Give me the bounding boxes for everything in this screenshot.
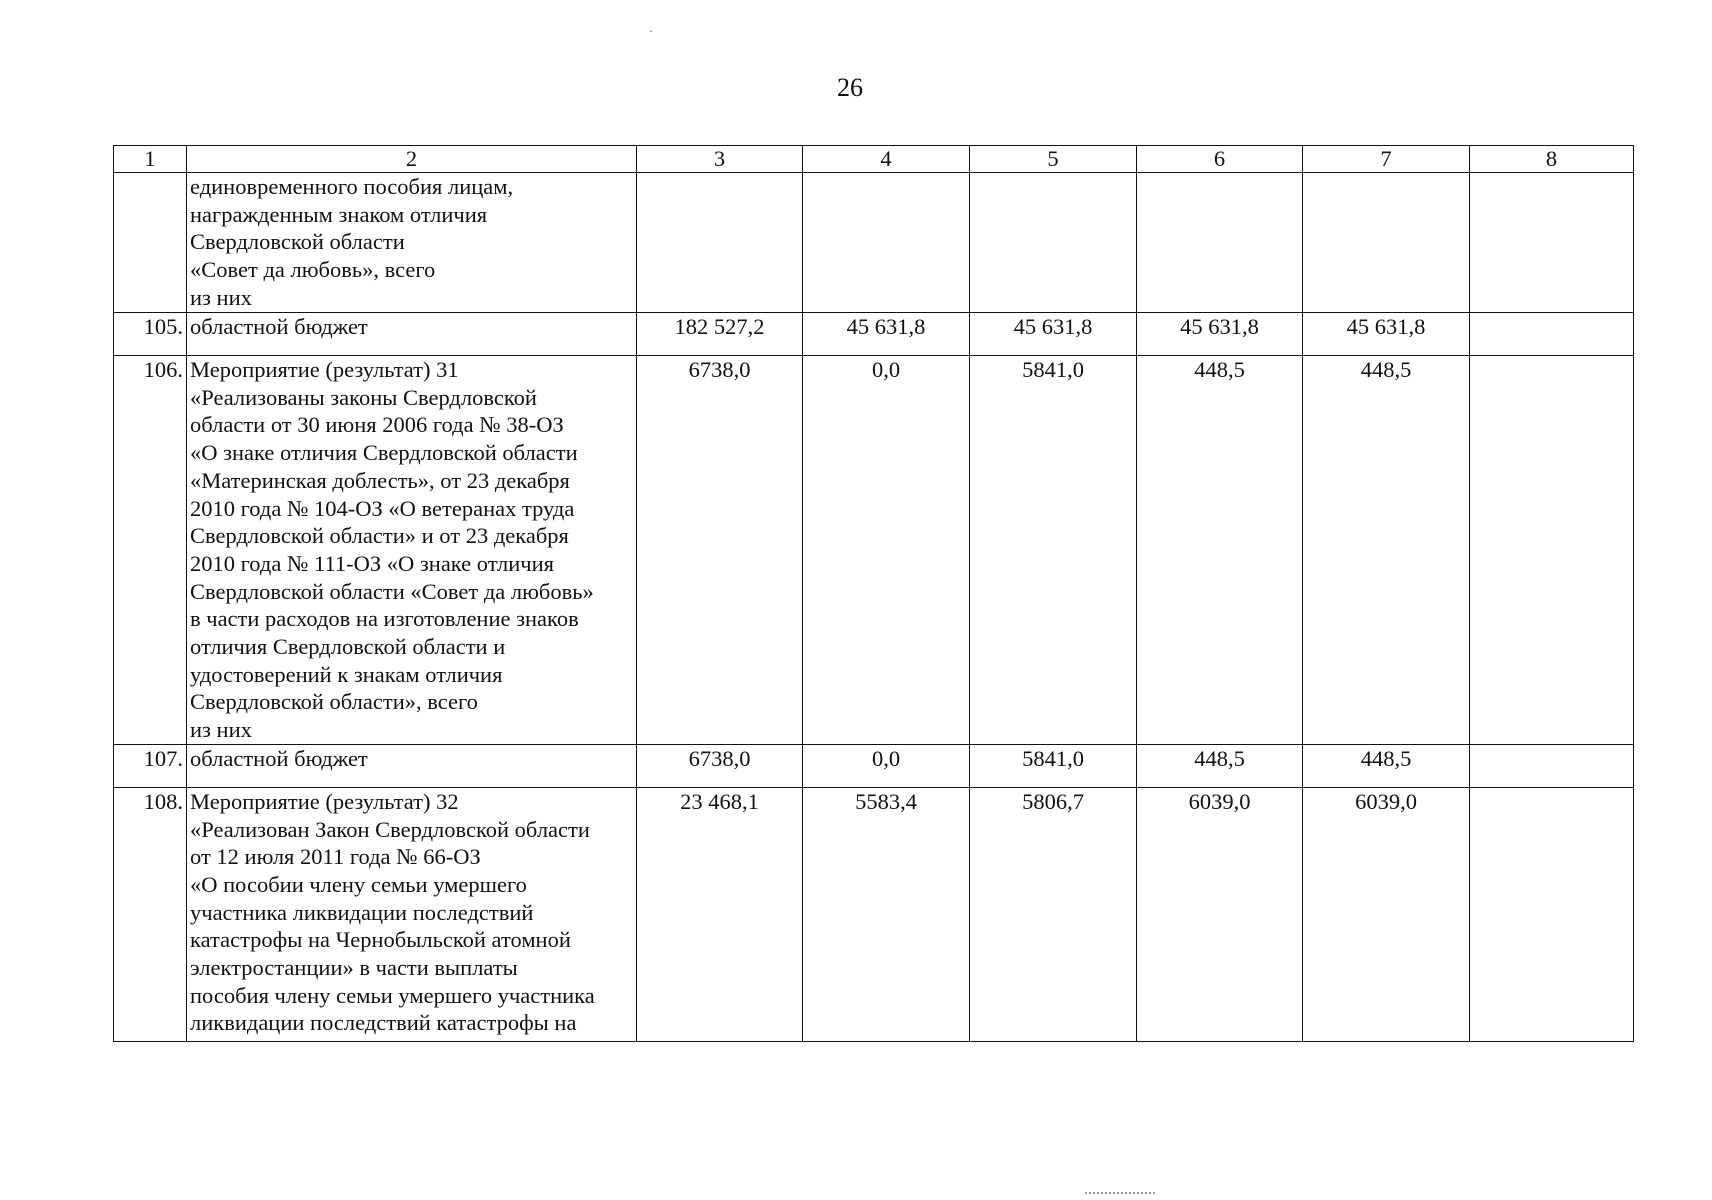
header-row: [114, 146, 1634, 173]
value-cell: 5806,7: [970, 787, 1137, 1041]
value-cell: 6039,0: [1137, 787, 1303, 1041]
description-line: Свердловской области «Совет да любовь»: [190, 578, 594, 604]
description-line: награжденным знаком отличия: [190, 201, 488, 227]
value-cell: 45 631,8: [1303, 313, 1470, 356]
column-header: 6: [1137, 146, 1303, 173]
row-number: 105.: [114, 313, 187, 356]
description-line: из них: [190, 717, 252, 743]
value-cell: [1137, 173, 1303, 313]
description-line: пособия члену семьи умершего участника: [190, 982, 595, 1008]
page-number: 26: [837, 73, 863, 102]
description-line: в части расходов на изготовление знаков: [190, 606, 579, 632]
table-row: [114, 744, 1634, 787]
description-line: «О знаке отличия Свердловской области: [190, 440, 578, 466]
column-header: 4: [803, 146, 970, 173]
value-cell: 5841,0: [970, 356, 1137, 745]
row-number: 108.: [114, 787, 187, 1041]
column-header: 8: [1470, 146, 1634, 173]
description-clip: [190, 788, 633, 1041]
value-cell: 182 527,2: [637, 313, 803, 356]
row-description: [187, 744, 637, 787]
value-cell: 45 631,8: [1137, 313, 1303, 356]
value-cell: 45 631,8: [803, 313, 970, 356]
row-description: [187, 173, 637, 313]
value-cell: 6039,0: [1303, 787, 1470, 1041]
description-line: Свердловской области» и от 23 декабря: [190, 523, 569, 549]
value-cell: 0,0: [803, 356, 970, 745]
value-cell: [637, 173, 803, 313]
column-header: 1: [114, 146, 187, 173]
table-row: [114, 313, 1634, 356]
description-line: «Реализован Закон Свердловской области: [190, 816, 590, 842]
value-cell: 448,5: [1137, 744, 1303, 787]
scan-artifact: [1085, 1192, 1155, 1196]
description-line: электростанции» в части выплаты: [190, 955, 518, 981]
budget-table: [113, 145, 1634, 1042]
description-line: катастрофы на Чернобыльской атомной: [190, 927, 571, 953]
table-row: [114, 787, 1634, 1041]
table-row: [114, 356, 1634, 745]
row-number: [114, 173, 187, 313]
description-line: 2010 года № 111-ОЗ «О знаке отличия: [190, 550, 554, 576]
value-cell: 448,5: [1137, 356, 1303, 745]
value-cell: 6738,0: [637, 356, 803, 745]
table-row: [114, 173, 1634, 313]
value-cell: 448,5: [1303, 744, 1470, 787]
row-description: [187, 356, 637, 745]
description-line: областной бюджет: [190, 314, 368, 339]
description-line: области от 30 июня 2006 года № 38-ОЗ: [190, 412, 564, 438]
description-line: из них: [190, 284, 252, 310]
value-cell: [1303, 173, 1470, 313]
value-cell: [803, 173, 970, 313]
description-line: Свердловской области», всего: [190, 689, 478, 715]
value-cell: 5583,4: [803, 787, 970, 1041]
value-cell: [1470, 356, 1634, 745]
row-description: [187, 313, 637, 356]
scan-artifact: [650, 30, 652, 32]
description-line: удостоверений к знакам отличия: [190, 661, 503, 687]
row-number: 107.: [114, 744, 187, 787]
description-line: «О пособии члену семьи умершего: [190, 871, 527, 897]
value-cell: [970, 173, 1137, 313]
description-line: «Совет да любовь», всего: [190, 257, 436, 283]
value-cell: 5841,0: [970, 744, 1137, 787]
value-cell: [1470, 787, 1634, 1041]
description-line: отличия Свердловской области и: [190, 634, 506, 660]
value-cell: 448,5: [1303, 356, 1470, 745]
description-line: Мероприятие (результат) 31: [190, 357, 459, 382]
column-header: 5: [970, 146, 1137, 173]
column-header: 2: [187, 146, 637, 173]
value-cell: 6738,0: [637, 744, 803, 787]
value-cell: [1470, 313, 1634, 356]
value-cell: 45 631,8: [970, 313, 1137, 356]
column-header: 7: [1303, 146, 1470, 173]
description-line: Свердловской области: [190, 229, 405, 255]
value-cell: [1470, 744, 1634, 787]
description-line: «Материнская доблесть», от 23 декабря: [190, 467, 570, 493]
row-description: [187, 787, 637, 1041]
description-line: единовременного пособия лицам,: [190, 174, 514, 199]
description-line: 2010 года № 104-ОЗ «О ветеранах труда: [190, 495, 575, 521]
value-cell: 0,0: [803, 744, 970, 787]
row-number: 106.: [114, 356, 187, 745]
column-header: 3: [637, 146, 803, 173]
description-line: областной бюджет: [190, 745, 368, 771]
description-line: Мероприятие (результат) 32: [190, 788, 459, 814]
description-line: ликвидации последствий катастрофы на: [190, 1010, 577, 1036]
value-cell: 23 468,1: [637, 787, 803, 1041]
description-line: участника ликвидации последствий: [190, 899, 534, 925]
description-line: от 12 июля 2011 года № 66-ОЗ: [190, 844, 481, 870]
value-cell: [1470, 173, 1634, 313]
description-line: «Реализованы законы Свердловской: [190, 384, 537, 410]
